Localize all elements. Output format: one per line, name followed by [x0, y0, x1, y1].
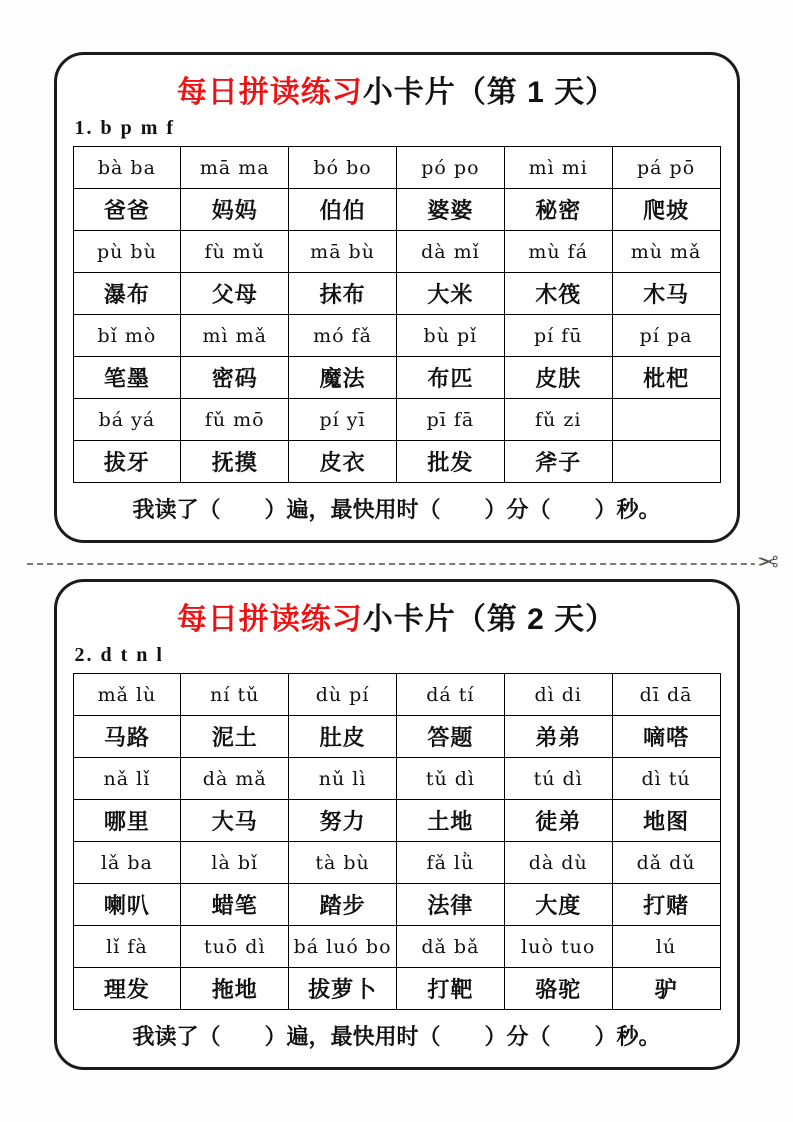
- pinyin-cell: mā bù: [289, 231, 397, 273]
- word-table-day1: [73, 146, 721, 483]
- pinyin-cell: pí pa: [612, 315, 720, 357]
- hanzi-cell: 爸爸: [73, 189, 181, 231]
- practice-card-day2: [54, 579, 740, 1070]
- hanzi-cell: 皮肤: [504, 357, 612, 399]
- pinyin-cell: fǔ zi: [504, 399, 612, 441]
- card-title-day: （第 2 天）: [455, 603, 617, 636]
- pinyin-cell: pī fā: [396, 399, 504, 441]
- hanzi-cell: 骆驼: [504, 968, 612, 1010]
- pinyin-cell: mù fá: [504, 231, 612, 273]
- pinyin-cell: bǐ mò: [73, 315, 181, 357]
- hanzi-cell: 徒弟: [504, 800, 612, 842]
- hanzi-cell: 泥土: [181, 716, 289, 758]
- pinyin-cell: bá yá: [73, 399, 181, 441]
- cut-line: [27, 548, 779, 577]
- scissors-icon: ✂: [756, 548, 779, 577]
- hanzi-row: [73, 441, 720, 483]
- hanzi-cell: 努力: [289, 800, 397, 842]
- pinyin-cell: dà dù: [504, 842, 612, 884]
- hanzi-cell: 拔牙: [73, 441, 181, 483]
- card-title-sub: 小卡片: [362, 76, 456, 109]
- pinyin-cell: mù mǎ: [612, 231, 720, 273]
- pinyin-cell: dì di: [504, 674, 612, 716]
- pinyin-row: [73, 315, 720, 357]
- pinyin-row: [73, 231, 720, 273]
- hanzi-row: [73, 716, 720, 758]
- hanzi-cell: 批发: [396, 441, 504, 483]
- hanzi-cell: 土地: [396, 800, 504, 842]
- hanzi-cell: 驴: [612, 968, 720, 1010]
- hanzi-cell: 秘密: [504, 189, 612, 231]
- hanzi-cell: 伯伯: [289, 189, 397, 231]
- hanzi-cell: 父母: [181, 273, 289, 315]
- hanzi-row: [73, 357, 720, 399]
- hanzi-cell: 布匹: [396, 357, 504, 399]
- pinyin-cell: mó fǎ: [289, 315, 397, 357]
- hanzi-cell: 笔墨: [73, 357, 181, 399]
- hanzi-cell: 蜡笔: [181, 884, 289, 926]
- pinyin-cell: bù pǐ: [396, 315, 504, 357]
- pinyin-cell: dà mǐ: [396, 231, 504, 273]
- card-title: [73, 67, 721, 111]
- pinyin-cell: dù pí: [289, 674, 397, 716]
- pinyin-cell: nǔ lì: [289, 758, 397, 800]
- hanzi-row: [73, 189, 720, 231]
- pinyin-cell: bà ba: [73, 147, 181, 189]
- section-label: 1. b p m f: [74, 117, 176, 139]
- hanzi-cell: 踏步: [289, 884, 397, 926]
- pinyin-cell: dá tí: [396, 674, 504, 716]
- hanzi-cell: 答题: [396, 716, 504, 758]
- hanzi-cell: 妈妈: [181, 189, 289, 231]
- pinyin-cell: pó po: [396, 147, 504, 189]
- hanzi-cell: 理发: [73, 968, 181, 1010]
- hanzi-cell: 枇杷: [612, 357, 720, 399]
- hanzi-cell: 斧子: [504, 441, 612, 483]
- pinyin-cell: tuō dì: [181, 926, 289, 968]
- card-title-sub: 小卡片: [362, 603, 456, 636]
- pinyin-cell: là bǐ: [181, 842, 289, 884]
- card-title: [73, 594, 721, 638]
- pinyin-cell: pí fū: [504, 315, 612, 357]
- pinyin-cell: tà bù: [289, 842, 397, 884]
- pinyin-cell: lú: [612, 926, 720, 968]
- hanzi-cell: 法律: [396, 884, 504, 926]
- hanzi-cell: [612, 441, 720, 483]
- hanzi-cell: 拖地: [181, 968, 289, 1010]
- hanzi-cell: 木筏: [504, 273, 612, 315]
- pinyin-row: [73, 926, 720, 968]
- pinyin-cell: dī dā: [612, 674, 720, 716]
- pinyin-cell: mì mi: [504, 147, 612, 189]
- section-label: 2. d t n l: [74, 644, 164, 666]
- hanzi-cell: 抚摸: [181, 441, 289, 483]
- pinyin-cell: bó bo: [289, 147, 397, 189]
- hanzi-cell: 皮衣: [289, 441, 397, 483]
- pinyin-cell: pá pō: [612, 147, 720, 189]
- hanzi-cell: 喇叭: [73, 884, 181, 926]
- hanzi-cell: 肚皮: [289, 716, 397, 758]
- pinyin-cell: pí yī: [289, 399, 397, 441]
- pinyin-cell: dǎ bǎ: [396, 926, 504, 968]
- pinyin-cell: [612, 399, 720, 441]
- hanzi-cell: 大马: [181, 800, 289, 842]
- pinyin-cell: tú dì: [504, 758, 612, 800]
- pinyin-cell: mā ma: [181, 147, 289, 189]
- reading-record-line: 我读了（ ）遍，最快用时（ ）分（ ）秒。: [132, 497, 661, 522]
- hanzi-cell: 密码: [181, 357, 289, 399]
- hanzi-cell: 婆婆: [396, 189, 504, 231]
- hanzi-cell: 弟弟: [504, 716, 612, 758]
- card-title-day: （第 1 天）: [455, 76, 617, 109]
- hanzi-cell: 抹布: [289, 273, 397, 315]
- practice-card-day1: [54, 52, 740, 543]
- reading-record-line: 我读了（ ）遍，最快用时（ ）分（ ）秒。: [132, 1024, 661, 1049]
- card-title-main: 每日拼读练习: [176, 76, 363, 109]
- pinyin-cell: dì tú: [612, 758, 720, 800]
- pinyin-cell: bá luó bo: [289, 926, 397, 968]
- hanzi-cell: 大度: [504, 884, 612, 926]
- hanzi-cell: 哪里: [73, 800, 181, 842]
- hanzi-cell: 木马: [612, 273, 720, 315]
- pinyin-row: [73, 147, 720, 189]
- pinyin-row: [73, 399, 720, 441]
- pinyin-row: [73, 842, 720, 884]
- hanzi-row: [73, 273, 720, 315]
- pinyin-cell: ní tǔ: [181, 674, 289, 716]
- pinyin-cell: tǔ dì: [396, 758, 504, 800]
- hanzi-cell: 打赌: [612, 884, 720, 926]
- hanzi-cell: 魔法: [289, 357, 397, 399]
- pinyin-cell: mǎ lù: [73, 674, 181, 716]
- pinyin-row: [73, 674, 720, 716]
- hanzi-cell: 爬坡: [612, 189, 720, 231]
- hanzi-cell: 瀑布: [73, 273, 181, 315]
- hanzi-cell: 大米: [396, 273, 504, 315]
- pinyin-cell: lǐ fà: [73, 926, 181, 968]
- pinyin-cell: pù bù: [73, 231, 181, 273]
- hanzi-row: [73, 800, 720, 842]
- pinyin-cell: fǎ lǜ: [396, 842, 504, 884]
- pinyin-row: [73, 758, 720, 800]
- hanzi-cell: 嘀嗒: [612, 716, 720, 758]
- pinyin-cell: nǎ lǐ: [73, 758, 181, 800]
- hanzi-row: [73, 968, 720, 1010]
- pinyin-cell: dà mǎ: [181, 758, 289, 800]
- pinyin-cell: fǔ mō: [181, 399, 289, 441]
- hanzi-cell: 地图: [612, 800, 720, 842]
- card-title-main: 每日拼读练习: [176, 603, 363, 636]
- pinyin-cell: luò tuo: [504, 926, 612, 968]
- hanzi-cell: 马路: [73, 716, 181, 758]
- word-table-day2: [73, 673, 721, 1010]
- hanzi-cell: 打靶: [396, 968, 504, 1010]
- pinyin-cell: dǎ dǔ: [612, 842, 720, 884]
- pinyin-cell: lǎ ba: [73, 842, 181, 884]
- pinyin-cell: mì mǎ: [181, 315, 289, 357]
- pinyin-cell: fù mǔ: [181, 231, 289, 273]
- hanzi-cell: 拔萝卜: [289, 968, 397, 1010]
- hanzi-row: [73, 884, 720, 926]
